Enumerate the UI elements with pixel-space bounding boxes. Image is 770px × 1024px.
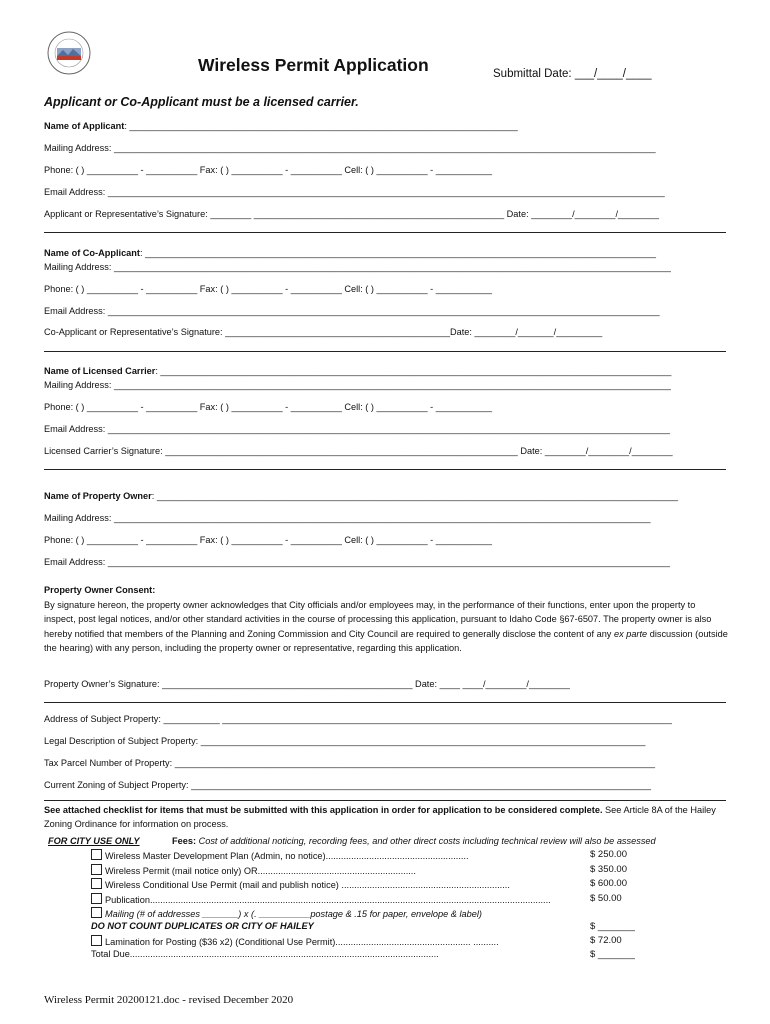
- licensed-carrier-note: Applicant or Co-Applicant must be a licensed carrier.: [44, 95, 359, 109]
- document-footer: Wireless Permit 20200121.doc - revised December 2020: [44, 994, 294, 1006]
- fee-item-wireless-permit[interactable]: Wireless Permit (mail notice only) OR..............................................................: [91, 864, 416, 876]
- legal-description-field[interactable]: Legal Description of Subject Property: _______________________________________________________________________________________: [44, 736, 646, 746]
- fee-item-conditional-use[interactable]: Wireless Conditional Use Permit (mail and publish notice) ..................................................................: [91, 878, 510, 890]
- section-divider: [44, 469, 726, 470]
- fee-item-publication[interactable]: Publication.............................................................................................................................................................: [91, 893, 578, 905]
- fee-amount: $ 600.00: [590, 878, 627, 889]
- fee-item-lamination[interactable]: Lamination for Posting ($36 x2) (Conditional Use Permit)..................................................... ..........: [91, 935, 499, 947]
- section-divider: [44, 232, 726, 233]
- city-use-only-label: FOR CITY USE ONLY: [48, 836, 140, 846]
- checkbox-icon[interactable]: [91, 864, 102, 875]
- section-divider: [44, 800, 726, 801]
- owner-consent-heading: Property Owner Consent:: [44, 585, 156, 595]
- submittal-date-field[interactable]: Submittal Date: ___/____/____: [493, 68, 652, 80]
- co-applicant-email-field[interactable]: Email Address: ____________________________________________________________________________________________________________: [44, 306, 660, 316]
- fee-amount: $ 250.00: [590, 849, 627, 860]
- section-divider: [44, 702, 726, 703]
- applicant-signature-field[interactable]: Applicant or Representative’s Signature: ________ _________________________________________________ Date: ________/________/________: [44, 209, 659, 219]
- total-due-label: Total Due.........................................................................................................................: [91, 949, 439, 959]
- applicant-mailing-field[interactable]: Mailing Address: __________________________________________________________________________________________________________: [44, 143, 656, 153]
- owner-consent-text: By signature hereon, the property owner acknowledges that City officials and/or employees may, in the performance of their functions, enter upon the property to inspect, post legal notices, and/or other standard activities in the course of processing this application, pursuant to Idaho Code §67-6507. The property owner is also hereby notified that members of the Planning and Zoning Commission and City Council are required to generally disclose the content of any ex parte discussion (outside the hearing) with any person, including the property owner or representative, regarding this application.: [44, 600, 728, 653]
- owner-name-field[interactable]: Name of Property Owner: ______________________________________________________________________________________________________: [44, 491, 679, 501]
- fee-amount: $ 50.00: [590, 893, 622, 904]
- checklist-note: See attached checklist for items that must be submitted with this application in order for application to be considered complete. See Article 8A of the Hailey Zoning Ordinance for information on process.: [44, 805, 716, 829]
- current-zoning-field[interactable]: Current Zoning of Subject Property: __________________________________________________________________________________________: [44, 780, 651, 790]
- owner-mailing-field[interactable]: Mailing Address: _________________________________________________________________________________________________________: [44, 513, 651, 523]
- total-due-amount[interactable]: $ _______: [590, 949, 635, 960]
- checkbox-icon[interactable]: [91, 849, 102, 860]
- co-applicant-name-field[interactable]: Name of Co-Applicant: ____________________________________________________________________________________________________: [44, 248, 657, 258]
- carrier-name-field[interactable]: Name of Licensed Carrier: ____________________________________________________________________________________________________: [44, 366, 672, 376]
- owner-email-field[interactable]: Email Address: ______________________________________________________________________________________________________________: [44, 557, 670, 567]
- owner-phone-fields[interactable]: Phone: ( ) __________ - __________ Fax: ( ) __________ - __________ Cell: ( ) __________ - ___________: [44, 535, 492, 545]
- applicant-name-field[interactable]: Name of Applicant: ____________________________________________________________________________: [44, 121, 518, 131]
- carrier-mailing-field[interactable]: Mailing Address: _____________________________________________________________________________________________________________: [44, 380, 671, 390]
- checkbox-icon[interactable]: [91, 893, 102, 904]
- carrier-phone-fields[interactable]: Phone: ( ) __________ - __________ Fax: ( ) __________ - __________ Cell: ( ) __________ - ___________: [44, 402, 492, 412]
- checkbox-icon[interactable]: [91, 907, 102, 918]
- carrier-signature-field[interactable]: Licensed Carrier’s Signature: _____________________________________________________________________ Date: ________/________/________: [44, 446, 673, 456]
- fee-item-mailing[interactable]: Mailing (# of addresses _______) x (. __________postage & .15 for paper, envelope & label): [91, 907, 482, 919]
- no-duplicates-note: DO NOT COUNT DUPLICATES OR CITY OF HAILEY: [91, 921, 314, 931]
- applicant-email-field[interactable]: Email Address: _____________________________________________________________________________________________________________: [44, 187, 665, 197]
- fee-amount: $ 350.00: [590, 864, 627, 875]
- applicant-phone-fields[interactable]: Phone: ( ) __________ - __________ Fax: ( ) __________ - __________ Cell: ( ) __________ - ___________: [44, 165, 492, 175]
- co-applicant-signature-field[interactable]: Co-Applicant or Representative’s Signature: ____________________________________________Date: ________/_______/_________: [44, 327, 603, 337]
- fee-item-master-plan[interactable]: Wireless Master Development Plan (Admin, no notice)........................................................: [91, 849, 469, 861]
- owner-signature-field[interactable]: Property Owner’s Signature: _________________________________________________ Date: ____ ____/________/________: [44, 679, 570, 689]
- checkbox-icon[interactable]: [91, 935, 102, 946]
- form-title: Wireless Permit Application: [198, 55, 429, 75]
- section-divider: [44, 351, 726, 352]
- tax-parcel-field[interactable]: Tax Parcel Number of Property: ______________________________________________________________________________________________: [44, 758, 656, 768]
- city-of-hailey-seal: [46, 28, 92, 78]
- co-applicant-phone-fields[interactable]: Phone: ( ) __________ - __________ Fax: ( ) __________ - __________ Cell: ( ) __________ - ___________: [44, 284, 492, 294]
- fee-amount: $ 72.00: [590, 935, 622, 946]
- property-address-field[interactable]: Address of Subject Property: ___________ ________________________________________________________________________________________: [44, 714, 672, 724]
- carrier-email-field[interactable]: Email Address: ______________________________________________________________________________________________________________: [44, 424, 670, 434]
- co-applicant-mailing-field[interactable]: Mailing Address: _____________________________________________________________________________________________________________: [44, 262, 671, 272]
- checkbox-icon[interactable]: [91, 878, 102, 889]
- fee-amount: $ _______: [590, 921, 635, 932]
- fees-note: Fees: Cost of additional noticing, recording fees, and other direct costs including technical review will also be assessed: [172, 836, 656, 846]
